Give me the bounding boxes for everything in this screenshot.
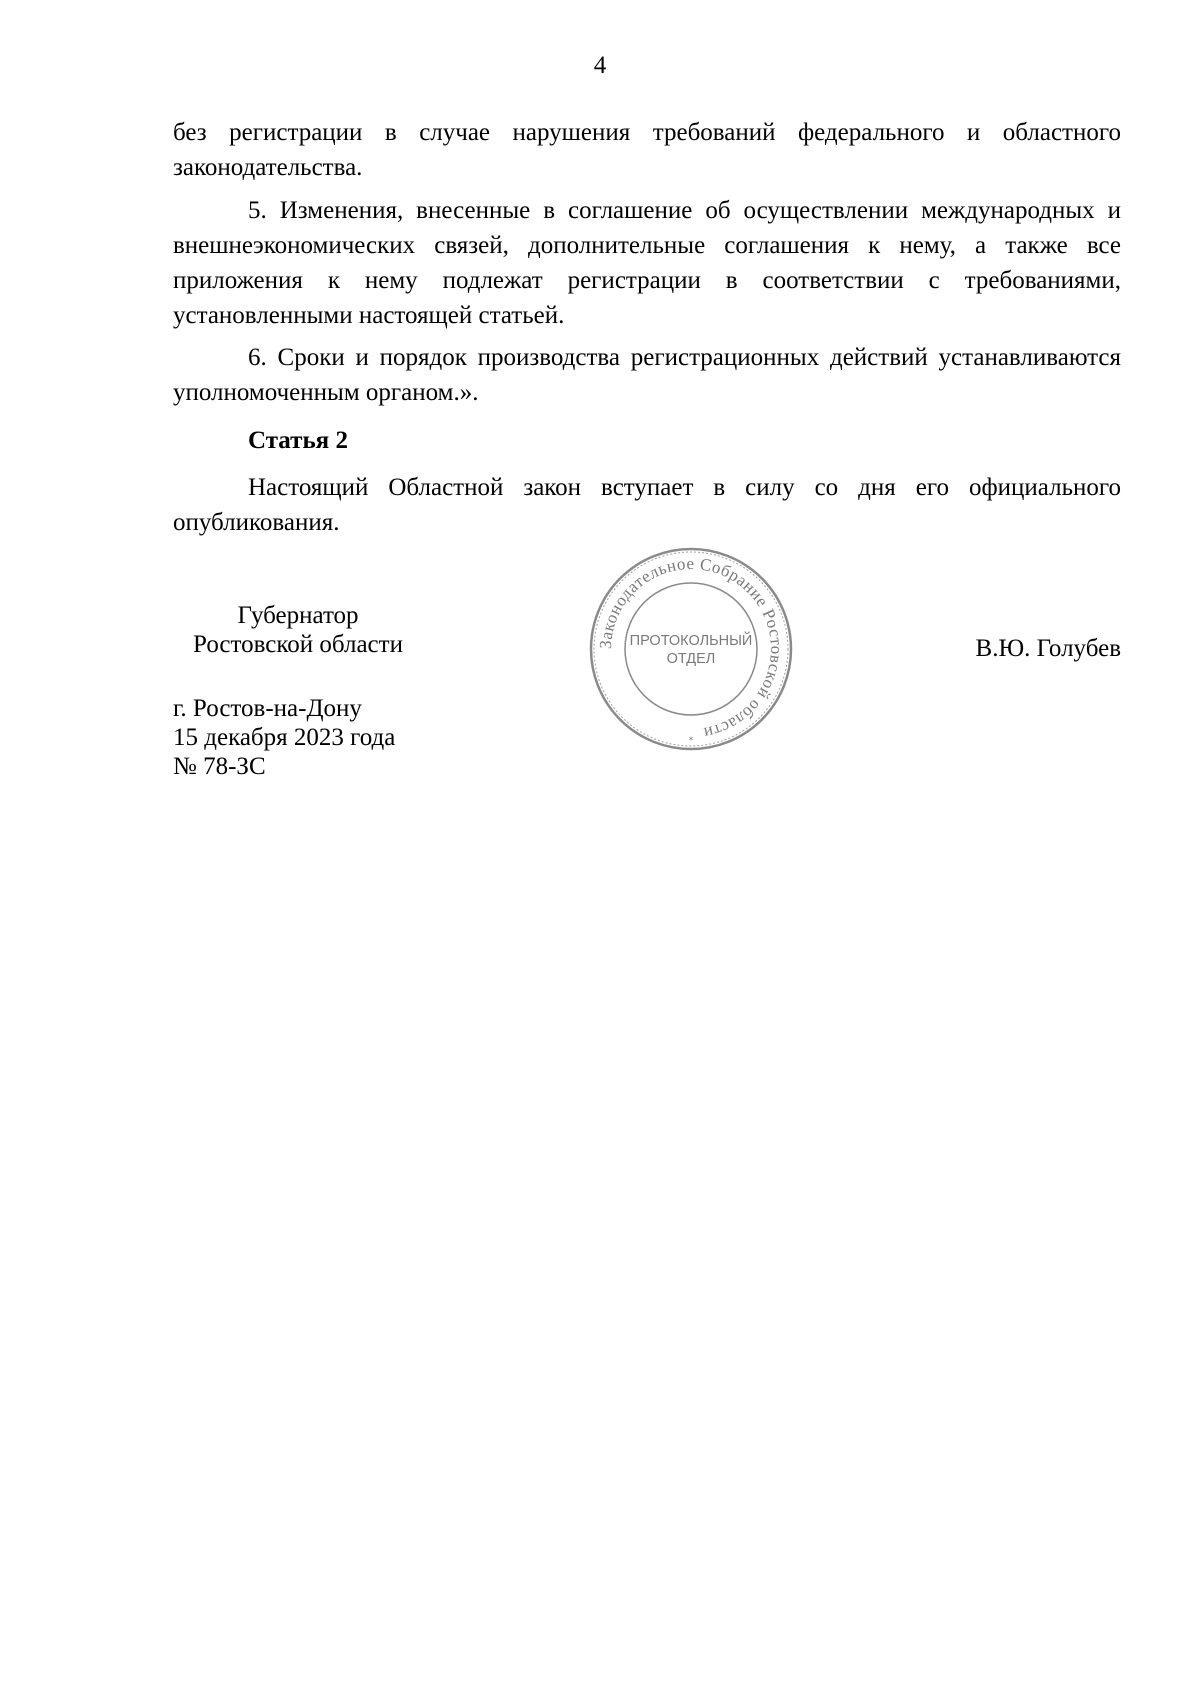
paragraph-continuation: без регистрации в случае нарушения требований федерального и областного законодательства. <box>173 119 1121 181</box>
article-text: Настоящий Областной закон вступает в силу со дня его официального опубликования. <box>173 474 1121 536</box>
signature-position <box>174 601 422 659</box>
paragraph-item-6: 6. Сроки и порядок производства регистрационных действий устанавливаются уполномоченным органом.». <box>173 344 1121 406</box>
official-stamp <box>587 545 795 753</box>
position-region: Ростовской области <box>193 631 403 658</box>
city: г. Ростов-на-Дону <box>173 695 362 722</box>
law-number: № 78-ЗС <box>173 753 266 780</box>
page-number: 4 <box>593 52 607 79</box>
stamp-ring-text: Законодательное Собрание Ростовской области <box>595 553 787 743</box>
stamp-outer-ring <box>591 549 791 749</box>
date: 15 декабря 2023 года <box>173 724 396 751</box>
stamp-inner-ring <box>625 583 757 715</box>
paragraph-item-5: 5. Изменения, внесенные в соглашение об осуществлении международных и внешнеэкономических связей, дополнительные соглашения к нему, а также все приложения к нему подлежат регистрации в соответствии с требованиями, установленными настоящей статьей. <box>173 197 1121 329</box>
stamp-star-icon: * <box>688 736 694 746</box>
signatory-name: В.Ю. Голубев <box>975 635 1121 662</box>
stamp-center-line2: ОТДЕЛ <box>666 651 716 667</box>
stamp-outer-ring-inner <box>594 552 788 746</box>
article-heading: Статья 2 <box>248 427 348 454</box>
place-date-number <box>173 694 395 781</box>
position-title: Губернатор <box>237 602 359 629</box>
stamp-center-line1: ПРОТОКОЛЬНЫЙ <box>629 633 753 649</box>
